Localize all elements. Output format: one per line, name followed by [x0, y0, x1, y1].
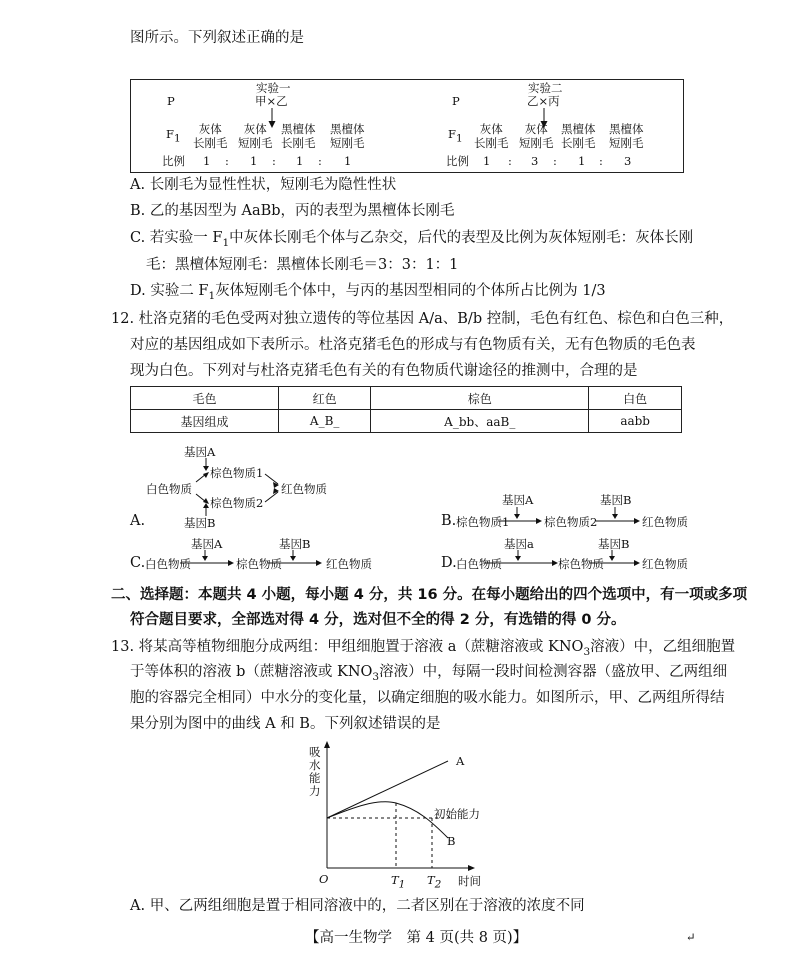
exp1-phenotype-1: 灰体 长刚毛	[193, 122, 228, 150]
q13-line2: 于等体积的溶液 b（蔗糖溶液或 $KNO_3$溶液）中，每隔一段时间检测容器（盛放甲、乙两组细	[130, 664, 728, 683]
table-cell: 基因组成	[131, 410, 279, 433]
exp2-phenotype-3: 黑檀体 长刚毛	[561, 122, 596, 150]
q13-line1: 13. 将某高等植物细胞分成两组：甲组细胞置于溶液 a（蔗糖溶液或 $KNO_3$溶液）中，乙组细胞置	[111, 639, 736, 658]
exp2-ratio-label: 比例	[446, 154, 469, 168]
exp1-ratio-4: 1	[344, 154, 352, 168]
pathB-gene-a: 基因A	[502, 493, 534, 507]
table-cell: A_B_	[279, 410, 371, 433]
pathD-gene-a: 基因a	[504, 537, 534, 551]
ratio-colon: :	[553, 154, 557, 168]
exp1-F1: $F_1$	[166, 127, 181, 145]
page-footer: 【高一生物学 第 4 页(共 8 页)】	[305, 930, 528, 946]
q12-option-b-letter: B.	[441, 513, 457, 529]
exp1-ratio-1: 1	[203, 154, 211, 168]
exp2-cross: 乙×丙	[527, 94, 560, 108]
pathC-start: 白色物质	[145, 557, 191, 571]
exp2-F1: $F_1$	[448, 127, 463, 145]
pathD-start: 白色物质	[456, 557, 502, 571]
exp1-P: P	[167, 94, 175, 108]
pathB-end: 红色物质	[642, 515, 688, 529]
section2-line1: 二、选择题：本题共 4 小题，每小题 4 分，共 16 分。在每小题给出的四个选项中，有一项或多项	[111, 587, 748, 603]
q13-line4: 果分别为图中的曲线 A 和 B。下列叙述错误的是	[130, 716, 441, 732]
exp2-phenotype-2: 灰体 短刚毛	[519, 122, 554, 150]
q11-option-c-line2: 毛：黑檀体短刚毛：黑檀体长刚毛＝3：3：1：1	[146, 257, 459, 273]
q11-option-c-line1: C. 若实验一 $F_1$中灰体长刚毛个体与乙杂交，后代的表型及比例为灰体短刚毛：灰体长刚	[130, 230, 694, 249]
pathC-end: 红色物质	[326, 557, 372, 571]
graph-curve-a-label: A	[456, 754, 465, 768]
section2-line2: 符合题目要求，全部选对得 4 分，选对但不全的得 2 分，有选错的得 0 分。	[130, 612, 626, 628]
exp1-ratio-3: 1	[296, 154, 304, 168]
table-header-cell: 白色	[589, 387, 682, 410]
exp1-ratio-2: 1	[250, 154, 258, 168]
pathB-start: 棕色物质1	[456, 515, 510, 529]
graph-origin: O	[319, 872, 329, 886]
pathC-mid: 棕色物质	[236, 557, 282, 571]
exp2-ratio-1: 1	[483, 154, 491, 168]
graph-curve-b-label: B	[447, 834, 456, 848]
table-cell: aabb	[589, 410, 682, 433]
pathA-brown1: 棕色物质1	[210, 466, 264, 480]
q12-option-c-letter: C.	[130, 555, 146, 571]
pathB-gene-b: 基因B	[600, 493, 632, 507]
pathB-mid: 棕色物质2	[544, 515, 598, 529]
q12-line3: 现为白色。下列对与杜洛克猪毛色有关的有色物质代谢途径的推测中，合理的是	[130, 363, 638, 379]
intro-text: 图所示。下列叙述正确的是	[130, 30, 304, 46]
pathD-mid: 棕色物质	[558, 557, 604, 571]
exp2-label: 实验二	[528, 81, 563, 95]
exp2-phenotype-1: 灰体 长刚毛	[474, 122, 509, 150]
q13-option-a: A. 甲、乙两组细胞是置于相同溶液中的，二者区别在于溶液的浓度不同	[130, 898, 585, 914]
ratio-colon: :	[225, 154, 229, 168]
ratio-colon: :	[272, 154, 276, 168]
ratio-colon: :	[508, 154, 512, 168]
ratio-colon: :	[318, 154, 322, 168]
pathC-gene-a: 基因A	[191, 537, 223, 551]
graph-y-label: 吸水能力	[309, 745, 321, 798]
q12-line2: 对应的基因组成如下表所示。杜洛克猪毛色的形成与有色物质有关，无有色物质的毛色表	[130, 337, 696, 353]
q12-option-d-letter: D.	[441, 555, 457, 571]
table-header-cell: 红色	[279, 387, 371, 410]
q13-line3: 胞的容器完全相同）中水分的变化量，以确定细胞的吸水能力。如图所示，甲、乙两组所得结	[130, 690, 725, 706]
q11-option-d: D. 实验二 $F_1$灰体短刚毛个体中，与丙的基因型相同的个体所占比例为 1/3	[130, 283, 606, 302]
ratio-colon: :	[599, 154, 603, 168]
q12-line1: 12. 杜洛克猪的毛色受两对独立遗传的等位基因 A/a、B/b 控制，毛色有红色、棕色和白色三种，	[111, 311, 734, 327]
exp1-cross: 甲×乙	[255, 94, 288, 108]
pathA-gene-a: 基因A	[184, 445, 216, 459]
q11-option-b: B. 乙的基因型为 AaBb，丙的表型为黑檀体长刚毛	[130, 203, 455, 219]
pathD-end: 红色物质	[642, 557, 688, 571]
graph-t2: $T_2$	[427, 873, 442, 891]
graph-t1: $T_1$	[391, 873, 406, 891]
pathA-white: 白色物质	[146, 482, 192, 496]
pathA-brown2: 棕色物质2	[210, 496, 264, 510]
table-header-cell: 毛色	[131, 387, 279, 410]
exp2-ratio-3: 1	[578, 154, 586, 168]
exp2-P: P	[452, 94, 460, 108]
table-cell: A_bb、aaB_	[371, 410, 589, 433]
table-header-cell: 棕色	[371, 387, 589, 410]
pathD-gene-b: 基因B	[598, 537, 630, 551]
q11-option-a: A. 长刚毛为显性性状，短刚毛为隐性性状	[130, 177, 397, 193]
exp1-phenotype-4: 黑檀体 短刚毛	[330, 122, 365, 150]
exp2-ratio-2: 3	[531, 154, 539, 168]
pathA-gene-b: 基因B	[184, 516, 216, 530]
exp2-phenotype-4: 黑檀体 短刚毛	[609, 122, 644, 150]
corner-mark: ↵	[686, 930, 696, 944]
exp1-phenotype-2: 灰体 短刚毛	[238, 122, 273, 150]
graph-x-label: 时间	[458, 874, 481, 888]
graph-initial-label: 初始能力	[434, 807, 480, 821]
pathA-red: 红色物质	[281, 482, 327, 496]
q12-option-a-letter: A.	[130, 513, 146, 529]
exp1-phenotype-3: 黑檀体 长刚毛	[281, 122, 316, 150]
exp1-label: 实验一	[256, 81, 291, 95]
exp2-ratio-4: 3	[624, 154, 632, 168]
pathC-gene-b: 基因B	[279, 537, 311, 551]
exp1-ratio-label: 比例	[162, 154, 185, 168]
